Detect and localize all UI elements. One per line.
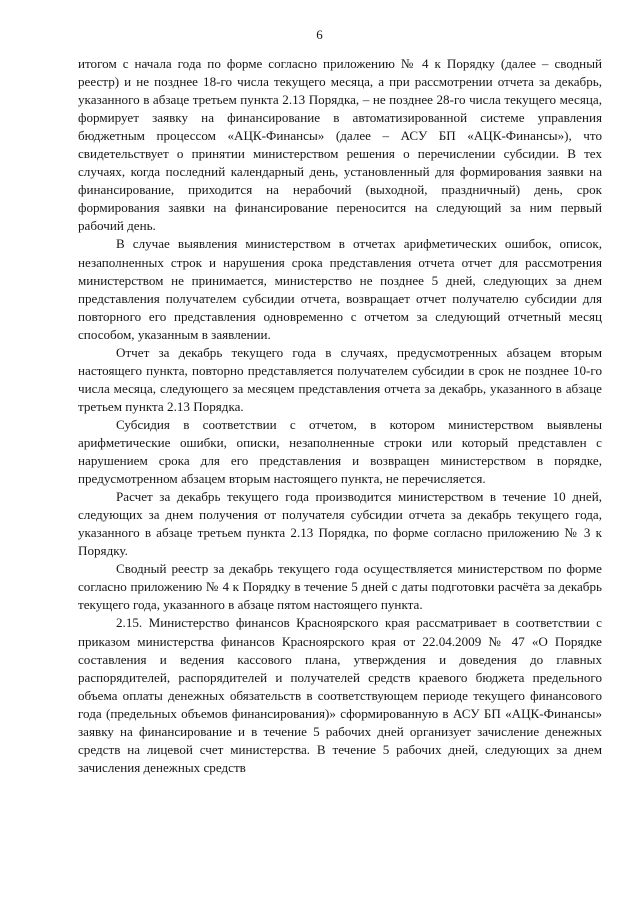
page-number: 6 (316, 27, 323, 42)
paragraph-4: Субсидия в соответствии с отчетом, в котором министерством выявлены арифметические ошибки, описки, незаполненные строки или который представлен с нарушением срока для его представления и возвращен министерством в порядке, предусмотренном абзацем вторым настоящего пункта, не перечисляется. (78, 416, 602, 487)
paragraph-5: Расчет за декабрь текущего года производится министерством в течение 10 дней, следующих за днем получения от получателя субсидии отчета за декабрь текущего года, указанного в абзаце третьем пункта 2.13 Порядка, по форме согласно приложению № 3 к Порядку. (78, 489, 602, 559)
paragraph-2: В случае выявления министерством в отчетах арифметических ошибок, описок, незаполненных строк и нарушения срока представления отчета отчет для рассмотрения министерством не принимается, министерство не позднее 5 дней, следующих за днем представления получателем субсидии отчета, возвращает отчет получателю субсидии для повторного его представления одновременно с отчетом за следующий отчетный месяц способом, указанным в заявлении. (78, 236, 602, 342)
paragraph-6: Сводный реестр за декабрь текущего года осуществляется министерством по форме согласно приложению № 4 к Порядку в течение 5 дней с даты подготовки расчёта за декабрь текущего года, указанного в абзаце пятом настоящего пункта. (78, 561, 602, 613)
paragraph-7: 2.15. Министерство финансов Красноярского края рассматривает в соответствии с приказом министерства финансов Красноярского края от 22.04.2009 № 47 «О Порядке составления и ведения кассового плана, утверждения и доведения до главных распорядителей, распорядителей и получателей средств краевого бюджета предельного объема оплаты денежных обязательств в соответствующем периоде текущего финансового года (предельных объемов финансирования)» сформированную в АСУ БП «АЦК-Финансы» заявку на финансирование и в течение 5 рабочих дней организует зачисление денежных средств на лицевой счет министерства. В течение 5 рабочих дней, следующих за днем зачисления денежных средств (78, 615, 602, 775)
paragraph-3: Отчет за декабрь текущего года в случаях, предусмотренных абзацем вторым настоящего пункта, повторно представляется получателем субсидии в срок не позднее 10-го числа месяца, следующего за месяцем представления отчета за декабрь, указанного в абзаце третьем пункта 2.13 Порядка. (78, 344, 602, 414)
paragraph-1: итогом с начала года по форме согласно приложению № 4 к Порядку (далее – сводный реестр) и не позднее 18-го числа текущего месяца, а при рассмотрении отчета за декабрь, указанного в абзаце третьем пункта 2.13 Порядка, – не позднее 28-го числа текущего месяца, формирует заявку на финансирование в автоматизированной системе управления бюджетным процессом «АЦК-Финансы» (далее – АСУ БП «АЦК-Финансы»), что свидетельствует о принятии министерством решения о перечислении субсидии. В тех случаях, когда последний календарный день, установленный для формирования заявки на финансирование, приходится на нерабочий (выходной, праздничный) день, срок формирования заявки на финансирование переносится на следующий за ним первый рабочий день. (78, 56, 602, 234)
document-body (78, 55, 602, 777)
